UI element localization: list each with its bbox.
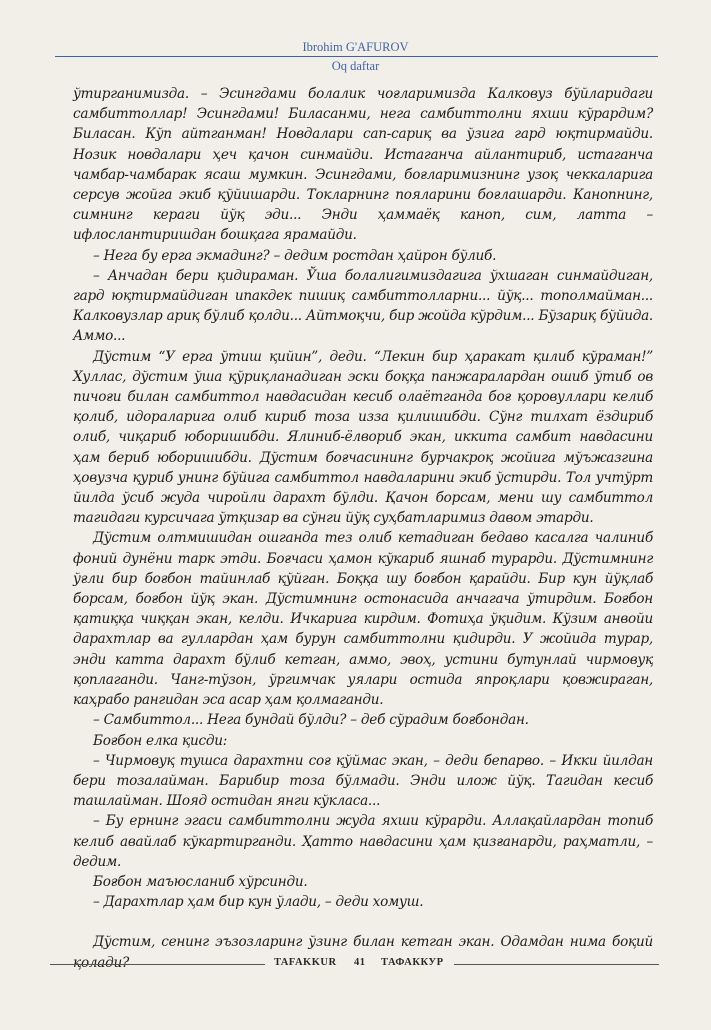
paragraph: Дўстим “У ерга ўтиш қийин”, деди. “Лекин бир ҳаракат қилиб кўраман!” Хуллас, дўстим ўша қўриқланадиган эски боққа панжаралардан ошиб ўтиб ов пичоғи билан самбиттол навдасидан кесиб олаётганда боғ қоровуллари келиб қолиб, идораларига олиб кириб тоза изза қилишибди. Сўнг тилхат ёздириб олиб, чиқариб юборишибди. Ялиниб-ёлвориб экан, иккита самбит навдасини ҳам бериб юборишибди. Дўстим боғчасининг бурчакроқ жойига мўъжазгина ҳовузча қуриб унинг бўйига самбиттол навдаларини экиб ўстирди. Тол учтўрт йилда ўсиб жуда чиройли дарахт бўлди. Қачон борсам, мени шу самбиттол тагидаги курсичага ўтқизар ва сўнги йўқ суҳбатларимиз давом этарди. bbox=[73, 348, 653, 527]
footer-journal-latin: TAFAKKUR bbox=[274, 957, 337, 968]
footer-journal-cyrillic: ТАФАККУР bbox=[381, 957, 444, 968]
footer-rule-left bbox=[50, 964, 265, 965]
page-number: 41 bbox=[354, 957, 366, 968]
page-footer bbox=[0, 957, 711, 971]
paragraph: – Бу ернинг эгаси самбиттолни жуда яхши кўрарди. Аллақайлардан топиб келиб авайлаб кўкартирганди. Ҳатто навдасини ҳам қизғанарди, раҳматли, – дедим. bbox=[73, 813, 653, 870]
paragraph: – Нега бу ерга экмадинг? – дедим ростдан ҳайрон бўлиб. bbox=[93, 247, 497, 264]
paragraph: Боғбон маъюсланиб хўрсинди. bbox=[93, 873, 308, 890]
paragraph: Дўстим олтмишидан ошганда тез олиб кетадиган бедаво касалга чалиниб фоний дунёни тарк этди. Боғчаси ҳамон кўкариб яшнаб турарди. Дўстимнинг ўғли бир боғбон тайинлаб қўйган. Боққа шу боғбон қарайди. Бир кун йўқлаб борсам, боғбон йўқ экан. Дўстимнинг остонасида анчагача ўтирдим. Боғбон қатиққа чиққан экан, келди. Ичкарига кирдим. Фотиҳа ўқидим. Кўзим анвойи дарахтлар ва гуллардан ҳам бурун самбиттолни қидирди. У жойида турар, энди катта дарахт бўлиб кетган, аммо, эвоҳ, устини бутунлай чирмовуқ қоплаганди. Чанг-тўзон, ўргимчак уялари остида япроқлари қовжираган, каҳрабо рангидан эса асар ҳам қолмаганди. bbox=[73, 530, 653, 709]
header-rule bbox=[55, 56, 658, 57]
footer-rule-right bbox=[454, 964, 659, 965]
article-body bbox=[73, 84, 653, 973]
paragraph: – Дарахтлар ҳам бир кун ўлади, – деди хомуш. bbox=[93, 894, 424, 911]
header-journal-title: Oq daftar bbox=[331, 59, 380, 73]
paragraph: ўтирганимизда. – Эсингдами болалик чоғларимизда Калковуз бўйларидаги самбиттоллар! Эсингдами! Биласанми, нега самбиттолни яхши кўрардим? Биласан. Кўп айтганман! Новдалари сап-сариқ ва ўзига гард юқтирмайди. Нозик новдалари ҳеч қачон синмайди. Истаганча айлантириб, истаганча чамбар-чамбарак ясаш мумкин. Эсингдами, боғларимизнинг узоқ чеккаларига серсув жойга экиб қўйишарди. Токларнинг пояларини боғлашарди. Канопнинг, симнинг кераги йўқ эди... Энди ҳаммаёқ каноп, сим, латта – ифлослантиришдан бошқага ярамайди. bbox=[73, 86, 653, 244]
paragraph: – Чирмовуқ тушса дарахтни соғ қўймас экан, – деди бепарво. – Икки йилдан бери тозалайман. Барибир тоза бўлмади. Энди илож йўқ. Тагидан кесиб ташлайман. Шояд остидан янги кўкласа... bbox=[73, 752, 653, 810]
paragraph: – Анчадан бери қидираман. Ўша болалигимиздагига ўхшаган синмайдиган, гард юқтирмайдиган ипакдек пишиқ самбиттолларни... йўқ... тополмайман... Калковузлар ариқ бўлиб қолди... Айтмоқчи, бир жойда кўрдим... Бўзариқ бўйида. Аммо... bbox=[73, 267, 653, 345]
paragraph: – Самбиттол... Нега бундай бўлди? – деб сўрадим боғбондан. bbox=[93, 712, 529, 729]
paragraph: Дўстим, сенинг эъзозларинг ўзинг билан кетган экан. Одамдан нима боқий қолади? bbox=[73, 934, 653, 971]
paragraph: Боғбон елка қисди: bbox=[93, 732, 228, 749]
header-author: Ibrohim G'AFUROV bbox=[302, 40, 409, 54]
